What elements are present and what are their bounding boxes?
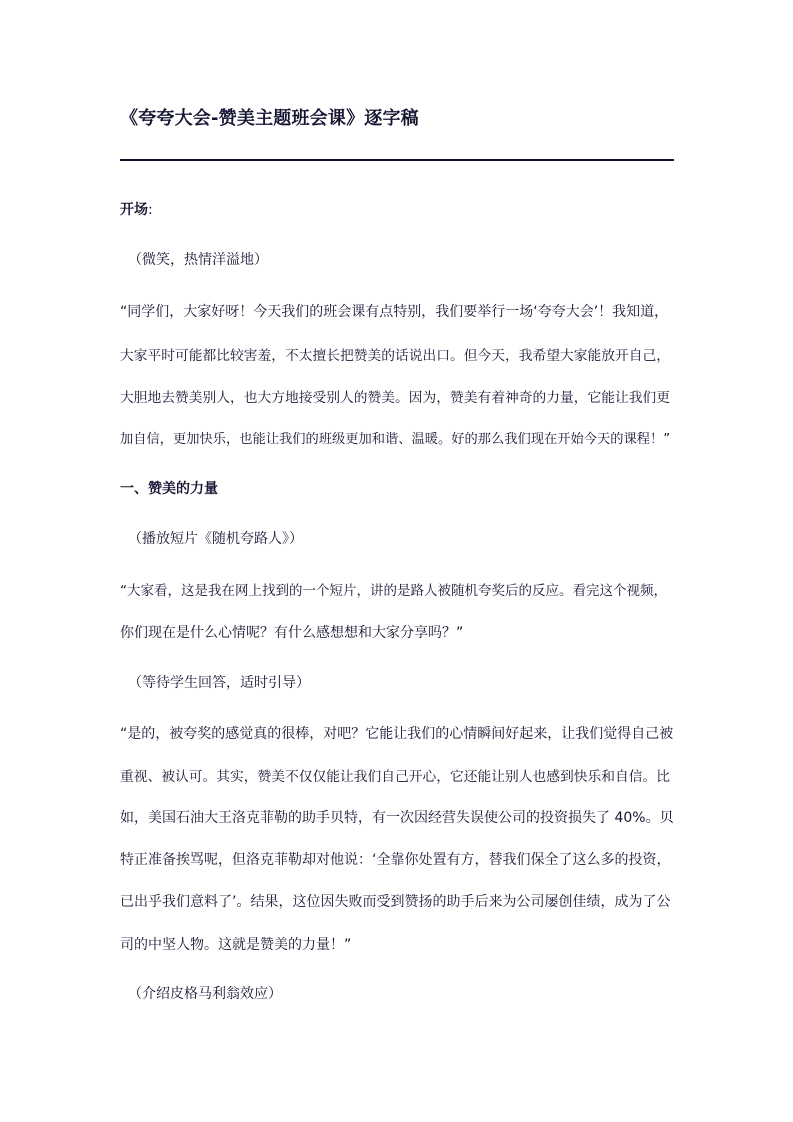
paragraph-line: 司的中坚人物。这就是赞美的力量！” (120, 937, 352, 953)
stage-direction-4: （介绍皮格马利翁效应） (128, 986, 282, 1002)
paragraph-line: 如，美国石油大王洛克菲勒的助手贝特，有一次因经营失误使公司的投资损失了 40%。贝 (120, 810, 674, 826)
paragraph-line: 特正准备挨骂呢，但洛克菲勒却对他说：‘全靠你处置有方，替我们保全了这么多的投资， (120, 852, 671, 868)
paragraph-line: 你们现在是什么心情呢？有什么感想想和大家分享吗？” (120, 625, 464, 641)
opening-heading-colon: : (148, 202, 153, 218)
paragraph-line: “是的，被夸奖的感觉真的很棒，对吧？它能让我们的心情瞬间好起来，让我们觉得自己被 (120, 726, 674, 742)
paragraph-line: 已出乎我们意料了’。结果，这位因失败而受到赞扬的助手后来为公司屡创佳绩，成为了公 (120, 894, 671, 910)
section-heading-1: 一、赞美的力量 (120, 481, 218, 497)
paragraph-line: 加自信，更加快乐，也能让我们的班级更加和谐、温暖。好的那么我们现在开始今天的课程！” (120, 432, 671, 447)
stage-direction-2: （播放短片《随机夸路人》） (128, 531, 303, 547)
stage-direction-1: （微笑，热情洋溢地） (128, 252, 268, 268)
paragraph-line: 重视、被认可。其实，赞美不仅仅能让我们自己开心，它还能让别人也感到快乐和自信。比 (120, 769, 671, 785)
opening-heading (120, 199, 674, 219)
document-title: 《夸夸大会-赞美主题班会课》逐字稿 (120, 108, 419, 129)
title-divider (120, 159, 674, 161)
paragraph-line: 大胆地去赞美别人，也大方地接受别人的赞美。因为，赞美有着神奇的力量，它能让我们更 (120, 390, 671, 406)
opening-heading-text: 开场 (120, 202, 148, 218)
stage-direction-3: （等待学生回答，适时引导） (128, 675, 310, 691)
paragraph-line: 大家平时可能都比较害羞，不太擅长把赞美的话说出口。但今天，我希望大家能放开自己， (120, 348, 671, 364)
paragraph-line: “同学们，大家好呀！今天我们的班会课有点特别，我们要举行一场‘夸夸大会’！我知道， (120, 304, 669, 320)
paragraph-line: “大家看，这是我在网上找到的一个短片，讲的是路人被随机夸奖后的反应。看完这个视频， (120, 583, 667, 599)
